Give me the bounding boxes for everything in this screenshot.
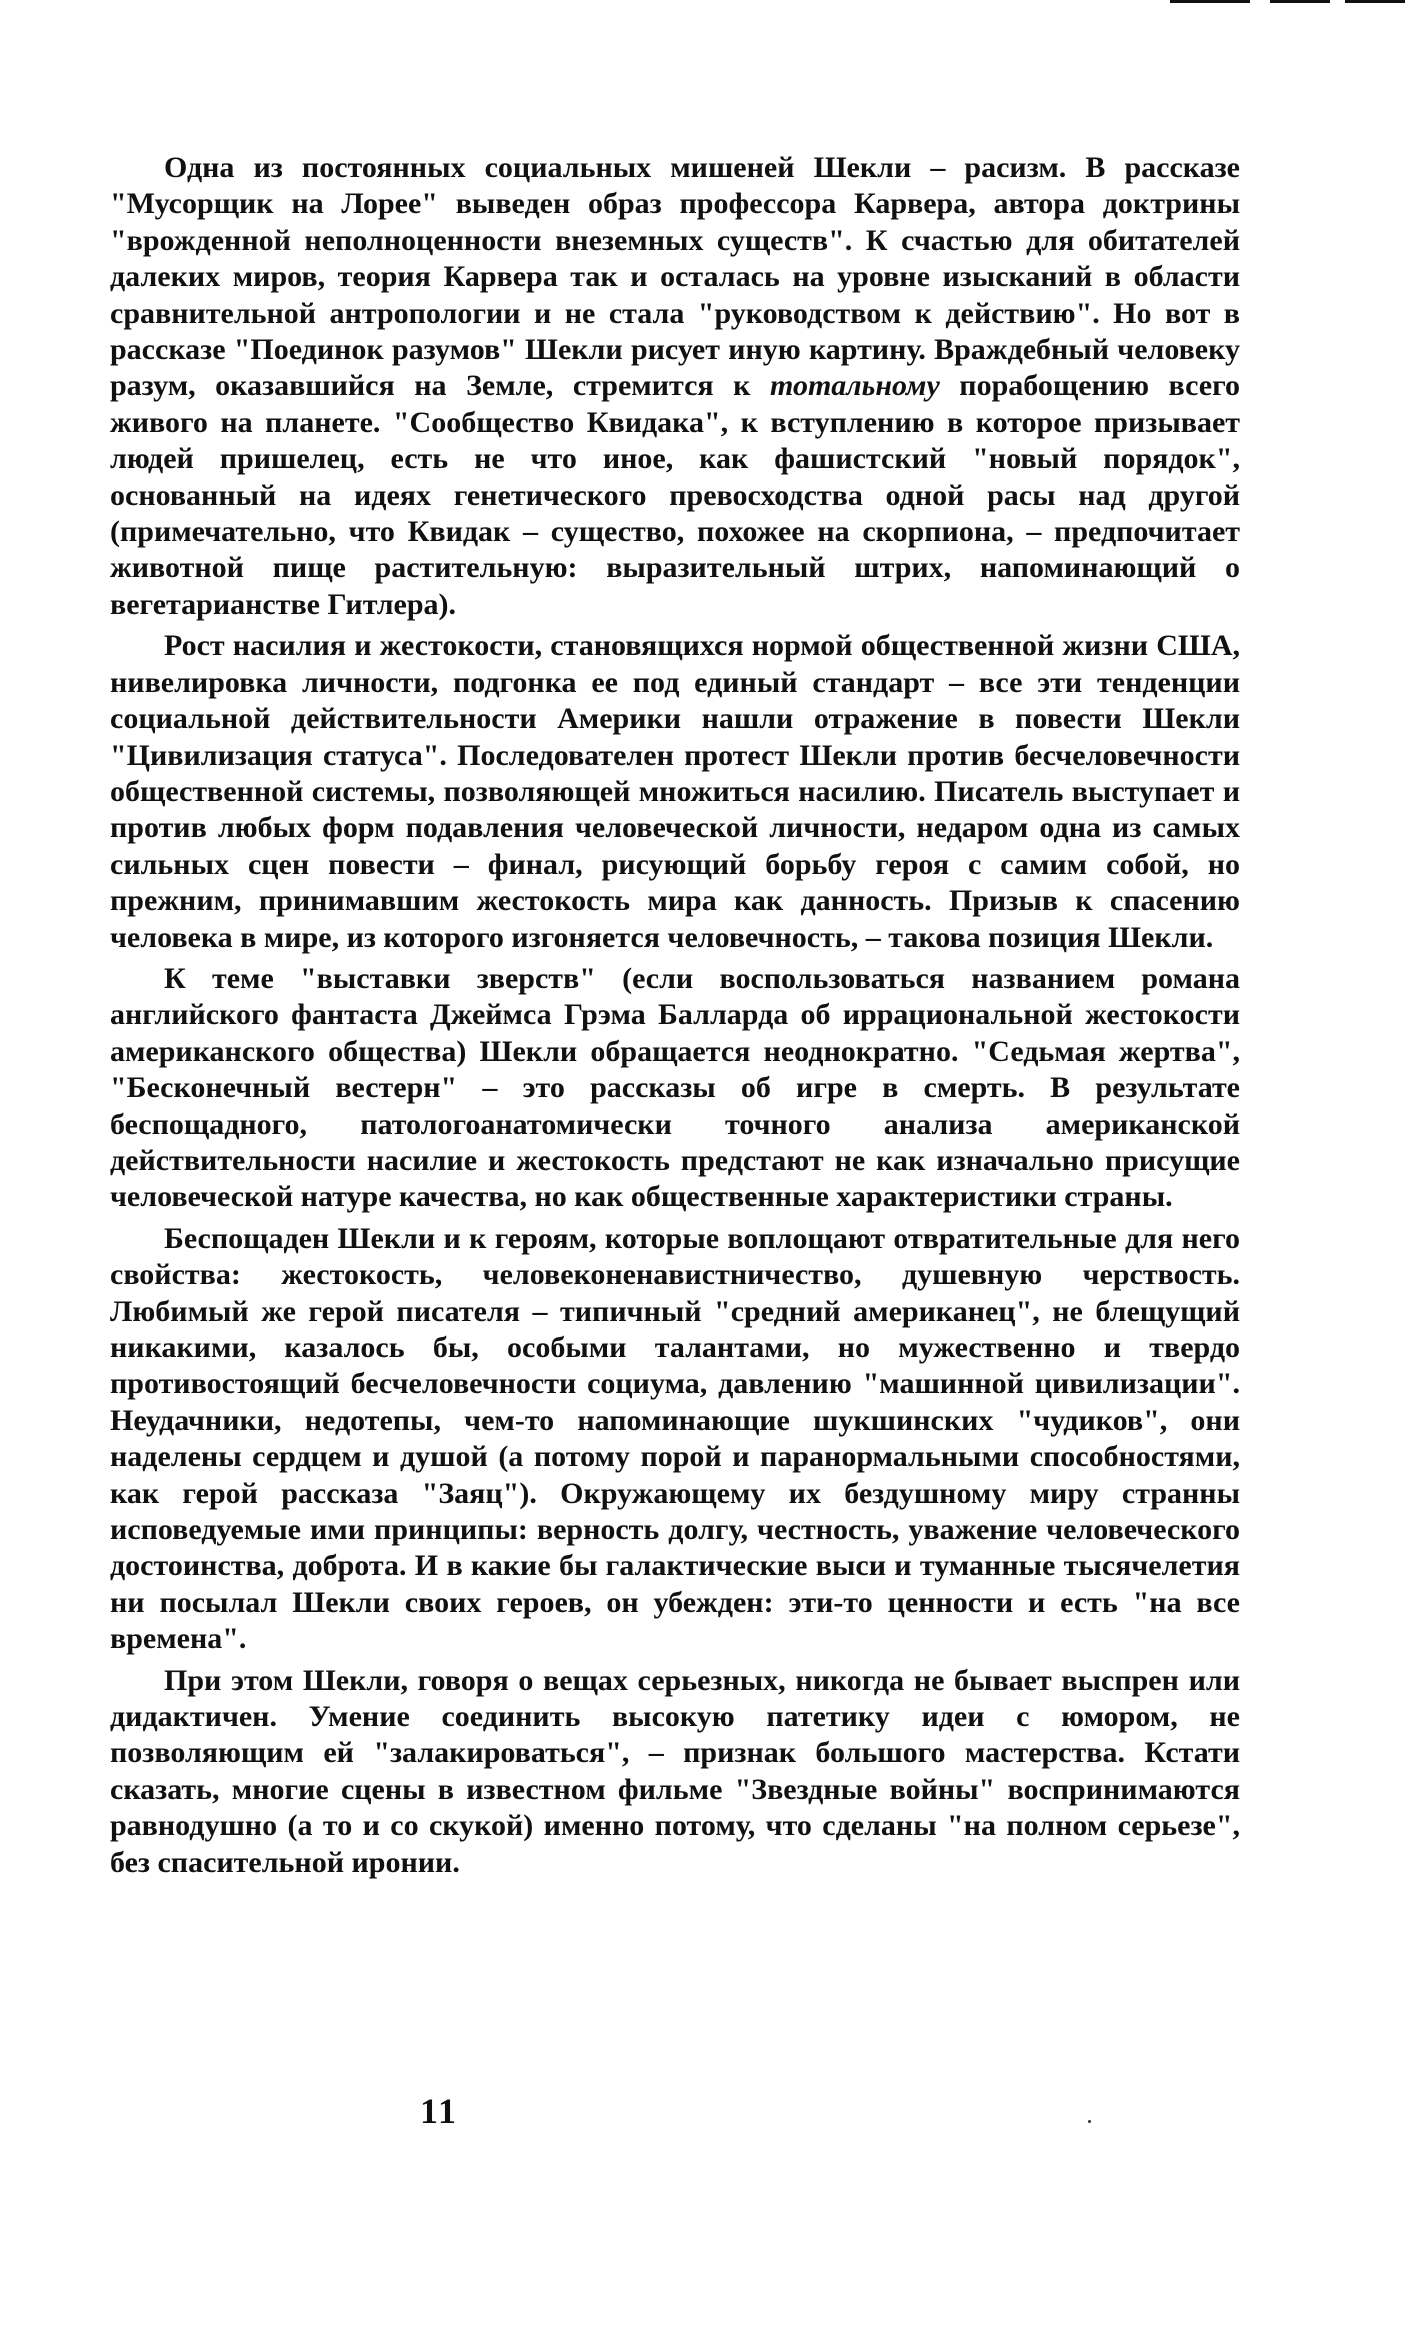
paragraph-5: При этом Шекли, говоря о вещах серьезных, никогда не бывает выспрен или дидактичен. Умение соединить высокую патетику идеи с юмором, не позволяющим ей "залакироваться", – признак большого мастерства. Кстати сказать, многие сцены в известном фильме "Звездные войны" воспринимаются равнодушно (а то и со скукой) именно потому, что сделаны "на полном серьезе", без спасительной иронии. [110, 1663, 1240, 1879]
body-text [110, 150, 1240, 1886]
scan-speck [1088, 2120, 1091, 2123]
scan-artifact [1270, 0, 1330, 3]
paragraph-2: Рост насилия и жестокости, становящихся нормой общественной жизни США, нивелировка личности, подгонка ее под единый стандарт – все эти тенденции социальной действительности Америки нашли отражение в повести Шекли "Цивилизация статуса". Последователен протест Шекли против бесчеловечности общественной системы, позволяющей множиться насилию. Писатель выступает и против любых форм подавления человеческой личности, недаром одна из самых сильных сцен повести – финал, рисующий борьбу героя с самим собой, но прежним, принимавшим жестокость мира как данность. Призыв к спасению человека в мире, из которого изгоняется человечность, – такова позиция Шекли. [110, 629, 1240, 954]
scan-artifact [1345, 0, 1405, 3]
paragraph-1 [110, 150, 1240, 623]
paragraph-4: Беспощаден Шекли и к героям, которые воплощают отвратительные для него свойства: жестокость, человеконенавистничество, душевную черствость. Любимый же герой писателя – типичный "средний американец", не блещущий никакими, казалось бы, особыми талантами, но мужественно и твердо противостоящий бесчеловечности социума, давлению "машинной цивилизации". Неудачники, недотепы, чем-то напоминающие шукшинских "чудиков", они наделены сердцем и душой (а потому порой и паранормальными способностями, как герой рассказа "Заяц"). Окружающему их бездушному миру странны исповедуемые ими принципы: верность долгу, честность, уважение человеческого достоинства, доброта. И в какие бы галактические выси и туманные тысячелетия ни посылал Шекли своих героев, он убежден: эти-то ценности и есть "на все времена". [110, 1221, 1240, 1656]
page-number: 11 [420, 2091, 459, 2131]
scan-artifact [1170, 0, 1250, 3]
emphasized-word: тотальному [770, 369, 940, 403]
paragraph-1-part-2: порабощению всего живого на планете. "Сообщество Квидака", к вступлению в которое призывает людей пришелец, есть не что иное, как фашистский "новый порядок", основанный на идеях генетического превосходства одной расы над другой (примечательно, что Квидак – существо, похожее на скорпиона, – предпочитает животной пище растительную: выразительный штрих, напоминающий о вегетарианстве Гитлера). [110, 369, 1240, 621]
paragraph-1-part-1: Одна из постоянных социальных мишеней Шекли – расизм. В рассказе "Мусорщик на Лорее" выведен образ профессора Карвера, автора доктрины "врожденной неполноценности внеземных существ". К счастью для обитателей далеких миров, теория Карвера так и осталась на уровне изысканий в области сравнительной антропологии и не стала "руководством к действию". Но вот в рассказе "Поединок разумов" Шекли рисует иную картину. Враждебный человеку разум, оказавшийся на Земле, стремится к [110, 151, 1240, 403]
paragraph-3: К теме "выставки зверств" (если воспользоваться названием романа английского фантаста Джеймса Грэма Балларда об иррациональной жестокости американского общества) Шекли обращается неоднократно. "Седьмая жертва", "Бесконечный вестерн" – это рассказы об игре в смерть. В результате беспощадного, патологоанатомически точного анализа американской действительности насилие и жестокость предстают не как изначально присущие человеческой натуре качества, но как общественные характеристики страны. [110, 961, 1240, 1214]
